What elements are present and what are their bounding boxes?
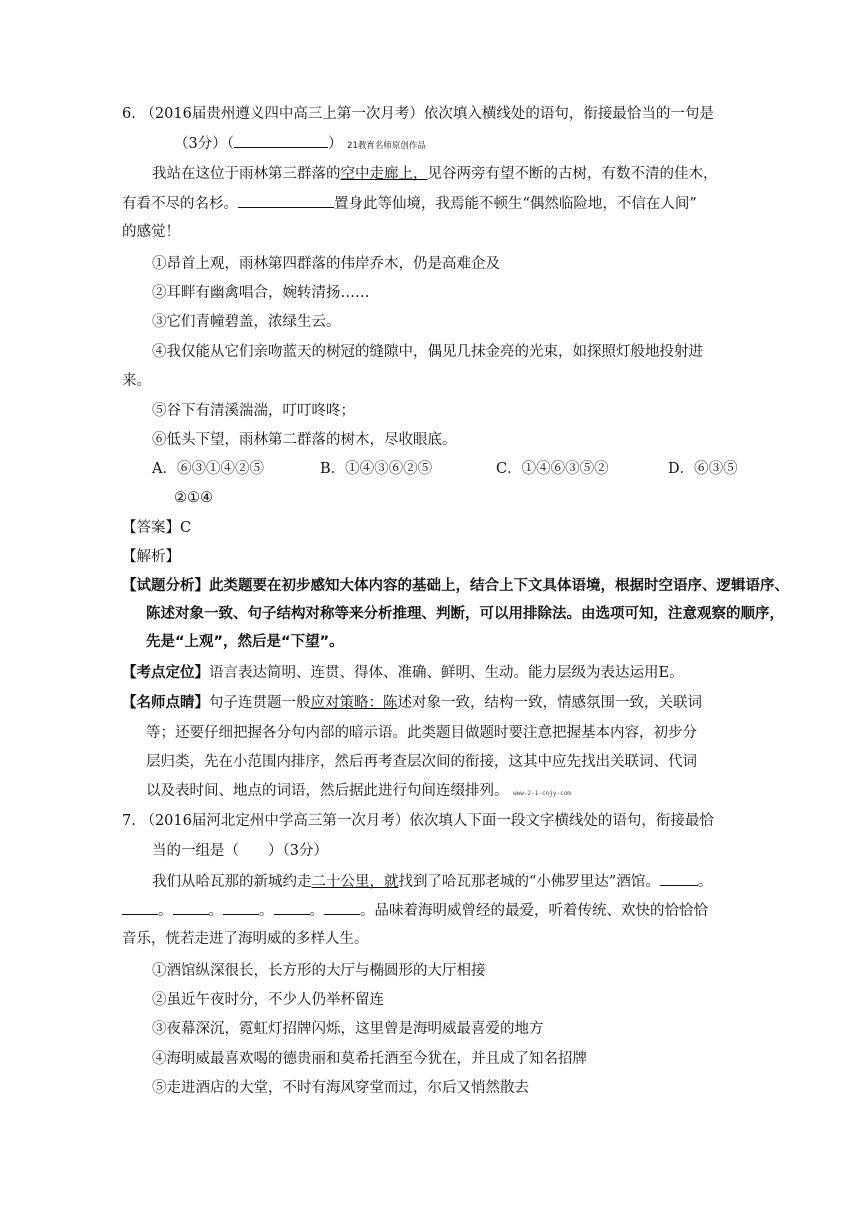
mingshi-text: 述对象一致，结构一致，情感氛围一致，关联词 [397, 695, 702, 711]
mingshi-line-4 [146, 781, 571, 804]
q7-header [122, 811, 714, 831]
mingshi-line-3: 层归类，先在小范围内排序，然后再考查层次间的衔接，这其中应先找出关联词、代词 [146, 754, 697, 770]
analysis-label: 【解析】 [122, 549, 180, 565]
q6-header [122, 104, 714, 124]
q7-blank-4[interactable] [223, 900, 259, 915]
q6-option-1: ①昂首上观，雨林第四群落的伟岸乔木，仍是高难企及 [152, 256, 500, 272]
q6-paren-close: ） [327, 136, 343, 152]
q7-blank-1[interactable] [660, 871, 698, 886]
passage-text: 。 [697, 874, 713, 890]
q7-blank-3[interactable] [173, 900, 209, 915]
kaodian-label: 【考点定位】 [122, 665, 209, 681]
q6-option-4: ④我仅能从它们亲吻蓝天的树冠的缝隙中，偶见几抹金亮的光束，如探照灯般地投射进 [152, 344, 703, 360]
q6-number: 6. [122, 106, 136, 122]
q7-number: 7. [122, 813, 136, 829]
q7-passage-line-1 [152, 871, 712, 892]
mingshi-underlined-text: 应对策略：陈 [310, 695, 398, 711]
q6-choice-d-cont: ②①④ [174, 490, 213, 506]
passage-text: 。 [208, 903, 223, 919]
q6-score: （3分）（ [174, 136, 234, 152]
mingshi-watermark: www-2-1-cnjy-com [513, 790, 571, 797]
q6-answer-blank[interactable] [234, 133, 328, 148]
analysis-line-3: 先是“上观”，然后是“下望”。 [146, 634, 344, 650]
q6-choice-b[interactable]: B．①④③⑥②⑤ [320, 461, 433, 477]
q6-option-6: ⑥低头下望，雨林第二群落的树木，尽收眼底。 [152, 432, 457, 448]
q6-option-3: ③它们青幢碧盖，浓绿生云。 [152, 314, 341, 330]
q7-source: （2016届河北定州中学高三第一次月考）依次填人下面一段文字横线处的语句，衔接最恰 [140, 813, 714, 829]
q7-option-1: ①酒馆纵深很长，长方形的大厅与椭圆形的大厅相接 [152, 963, 486, 979]
q6-choice-c[interactable]: C．①④⑥③⑤② [496, 461, 609, 477]
q6-option-4-cont: 来。 [122, 373, 151, 389]
passage-text: 置身此等仙境，我焉能不顿生“偶然临险地，不信在人间” [334, 196, 697, 212]
passage-underlined-text: 空中走廊上， [340, 166, 428, 182]
answer-label: 【答案】 [122, 520, 180, 536]
q7-passage-line-3: 音乐，恍若走进了海明威的多样人生。 [122, 931, 369, 947]
passage-text: 我们从哈瓦那的新城约走 [152, 874, 312, 890]
q7-option-5: ⑤走进酒店的大堂，不时有海风穿堂而过，尔后又悄然散去 [152, 1080, 529, 1096]
q6-choice-a[interactable]: A．⑥③①④②⑤ [152, 461, 264, 477]
q7-option-3: ③夜幕深沉，霓虹灯招牌闪烁，这里曾是海明威最喜爱的地方 [152, 1021, 544, 1037]
passage-text: 。 [309, 903, 324, 919]
q6-option-5: ⑤谷下有清溪湍湍，叮叮咚咚； [152, 403, 355, 419]
mingshi-line-2: 等；还要仔细把握各分句内部的暗示语。此类题目做题时要注意把握基本内容，初步分 [146, 725, 697, 741]
analysis-title: 【试题分析】 [122, 578, 209, 594]
passage-text: 我站在这位于雨林第三群落的 [152, 166, 341, 182]
passage-text: 找到了哈瓦那老城的“小佛罗里达”酒馆。 [398, 874, 660, 890]
q7-blank-2[interactable] [122, 900, 158, 915]
q6-choice-d[interactable]: D．⑥③⑤ [668, 461, 738, 477]
passage-text: 。 [259, 903, 274, 919]
q6-watermark: 21教育名师原创作品 [347, 141, 426, 151]
kaodian-line [122, 663, 684, 683]
q7-source-line-2: 当的一组是（ ）（3分） [152, 843, 328, 859]
q7-passage-line-2 [122, 900, 708, 921]
q6-passage-line-2 [122, 193, 697, 214]
q7-option-2: ②虽近午夜时分，不少人仍举杯留连 [152, 992, 384, 1008]
mingshi-label: 【名师点睛】 [122, 695, 209, 711]
q6-passage-line-1 [152, 164, 718, 184]
analysis-line-2: 陈述对象一致、句子结构对称等来分析推理、判断，可以用排除法。由选项可知，注意观察的顺序， [146, 606, 784, 622]
q6-passage-blank[interactable] [238, 193, 334, 208]
passage-text: 。 [158, 903, 173, 919]
analysis-text: 此类题要在初步感知大体内容的基础上，结合上下文具体语境，根据时空语序、逻辑语序、 [209, 578, 789, 594]
q6-source: （2016届贵州遵义四中高三上第一次月考）依次填入横线处的语句，衔接最恰当的一句是 [140, 106, 714, 122]
q6-passage-line-3: 的感觉！ [122, 224, 180, 240]
passage-text: 有看不尽的名杉。 [122, 196, 238, 212]
passage-text: 。品味着海明威曾经的最爱，听着传统、欢快的恰恰恰 [360, 903, 708, 919]
answer-value: C [180, 520, 192, 536]
passage-underlined-text: 二十公里，就 [311, 874, 399, 890]
mingshi-text: 句子连贯题一般 [209, 695, 311, 711]
mingshi-line-1 [122, 693, 702, 713]
passage-text: 见谷两旁有望不断的古树，有数不清的佳木， [427, 166, 718, 182]
analysis-line-1 [122, 576, 789, 596]
q7-option-4: ④海明威最喜欢喝的德贵丽和莫希托酒至今犹在，并且成了知名招牌 [152, 1051, 587, 1067]
q6-score-line [174, 133, 426, 156]
mingshi-text: 以及表时间、地点的词语，然后据此进行句间连缀排列。 [146, 783, 509, 799]
q7-blank-5[interactable] [274, 900, 310, 915]
answer-line [122, 518, 191, 538]
q6-option-2: ②耳畔有幽禽唱合，婉转清扬…… [152, 285, 370, 301]
kaodian-text: 语言表达简明、连贯、得体、准确、鲜明、生动。能力层级为表达运用E。 [209, 665, 684, 681]
q7-blank-6[interactable] [324, 900, 360, 915]
